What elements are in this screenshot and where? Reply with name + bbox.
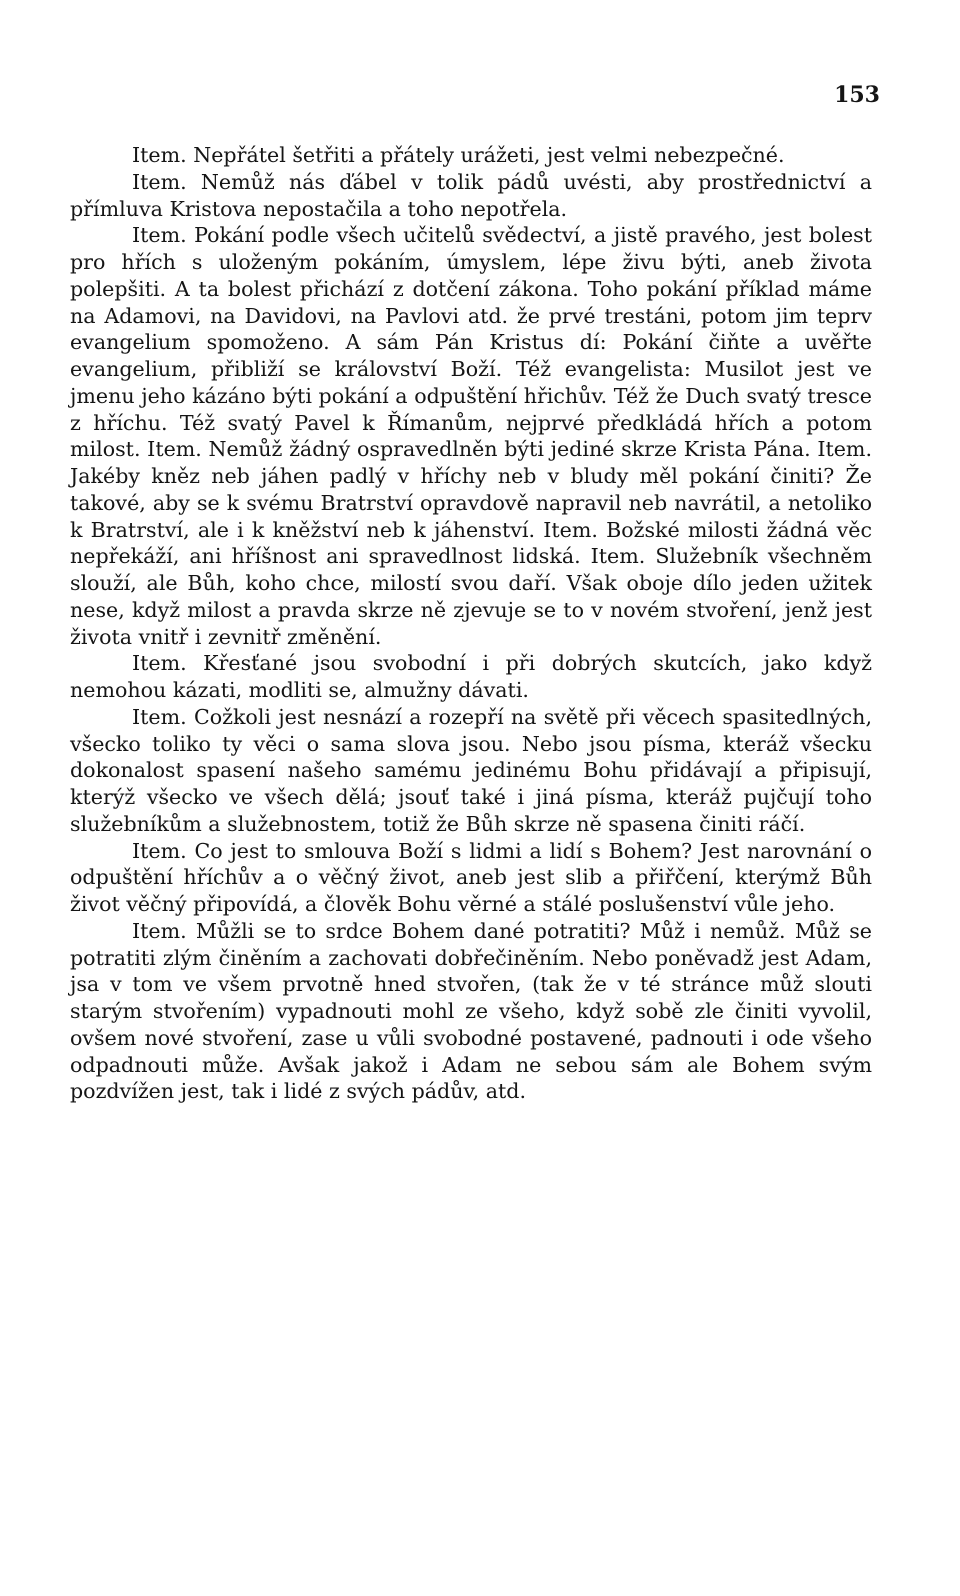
paragraph-5: Item. Cožkoli jest nesnází a rozepří na světě při věcech spasitedlných, všecko toliko ty věci o sama slova jsou. Nebo jsou písma, kteráž všecku dokonalost spasení našeho samému jedinému Bohu přidávají a připisují, kterýž všecko ve všech dělá; jsouť také i jiná písma, kteráž pujčují toho služebníkům a služebnostem, totiž že Bůh skrze ně spasena činiti ráčí.	[70, 704, 872, 836]
paragraph-1: Item. Nepřátel šetřiti a přátely urážeti, jest velmi nebezpečné.	[132, 143, 785, 167]
page-number: 153	[834, 82, 880, 108]
paragraph-6: Item. Co jest to smlouva Boží s lidmi a lidí s Bohem? Jest narovnání o odpuštění hříchův a o věčný život, aneb jest slib a přiřčení, kterýmž Bůh život věčný připovídá, a člověk Bohu věrné a stálé poslušenství vůle jeho.	[70, 838, 872, 916]
paragraph-3: Item. Pokání podle všech učitelů svědectví, a jistě pravého, jest bolest pro hřích s uloženým pokáním, úmyslem, lépe živu býti, aneb života polepšiti. A ta bolest přichází z dotčení zákona. Toho pokání příklad máme na Adamovi, na Davidovi, na Pavlovi atd. že prvé trestáni, potom jim teprv evangelium spomoženo. A sám Pán Kristus dí: Pokání čiňte a uvěřte evangelium, přibliží se království Boží. Též evangelista: Musilot jest ve jmenu jeho kázáno býti pokání a odpuštění hřichův. Též že Duch svatý tresce z hříchu. Též svatý Pavel k Římanům, nejprvé předkládá hřích a potom milost. Item. Nemůž žádný ospravedlněn býti jediné skrze Krista Pána. Item. Jakéby kněz neb jáhen padlý v hříchy neb v bludy měl pokání činiti? Že takové, aby se k svému Bratrství opravdově napravil neb navrátil, a netoliko k Bratrství, ale i k kněžství neb k jáhenství. Item. Božské milosti žádná věc nepřekáží, ani hříšnost ani spravedlnost lidská. Item. Služebník všechněm slouží, ale Bůh, koho chce, milostí svou daří. Však oboje dílo jeden užitek nese, když milost a pravda skrze ně zjevuje se to v novém stvoření, jenž jest života vnitř i zevnitř změnění.	[70, 223, 872, 649]
paragraph-7: Item. Můžli se to srdce Bohem dané potratiti? Můž i nemůž. Můž se potratiti zlým činěním a zachovati dobřečiněním. Nebo poněvadž jest Adam, jsa v tom ve všem prvotně hned stvořen, (tak že v té stránce můž slouti starým stvořením) vypadnouti mohl ze všeho, když sobě zle činiti vyvolil, ovšem nové stvoření, zase u vůli svobodné postavené, padnouti i ode všeho odpadnouti může. Avšak jakož i Adam ne sebou sám ale Bohem svým pozdvížen jest, tak i lidé z svých pádův, atd.	[70, 918, 872, 1104]
paragraph-2: Item. Nemůž nás ďábel v tolik pádů uvésti, aby prostřednictví a přímluva Kristova nepostačila a toho nepotřela.	[70, 169, 872, 221]
body-text	[70, 142, 872, 1105]
paragraph-4: Item. Křesťané jsou svobodní i při dobrých skutcích, jako když nemohou kázati, modliti se, almužny dávati.	[70, 651, 872, 702]
